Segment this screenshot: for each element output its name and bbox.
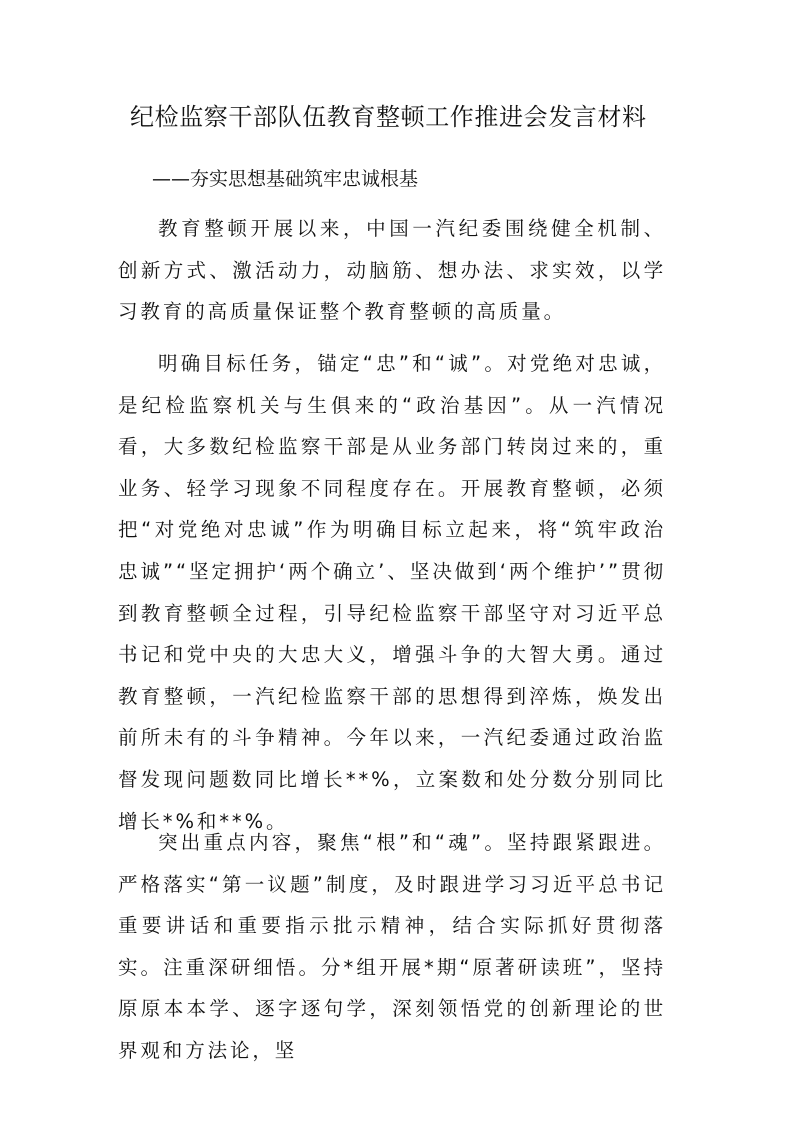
document-title: 纪检监察干部队伍教育整顿工作推进会发言材料 bbox=[130, 103, 647, 131]
paragraph-content-focus: 突出重点内容，聚焦“根”和“魂”。坚持跟紧跟进。严格落实“第一议题”制度，及时跟进学习习近平总书记重要讲话和重要指示批示精神，结合实际抓好贯彻落实。注重深研细悟。分*组开展*期“原著研读班”，坚持原原本本学、逐字逐句学，深刻领悟党的创新理论的世界观和方法论，坚 bbox=[118, 831, 666, 1062]
document-subtitle: ——夯实思想基础筑牢忠诚根基 bbox=[152, 168, 419, 190]
paragraph-goals: 明确目标任务，锚定“忠”和“诚”。对党绝对忠诚，是纪检监察机关与生俱来的“政治基因”。从一汽情况看，大多数纪检监察干部是从业务部门转岗过来的，重业务、轻学习现象不同程度存在。开展教育整顿，必须把“对党绝对忠诚”作为明确目标立起来，将“筑牢政治忠诚”“坚定拥护‘两个确立’、坚决做到‘两个维护’”贯彻到教育整顿全过程，引导纪检监察干部坚守对习近平总书记和党中央的大忠大义，增强斗争的大智大勇。通过教育整顿，一汽纪检监察干部的思想得到淬炼，焕发出前所未有的斗争精神。今年以来，一汽纪委通过政治监督发现问题数同比增长**%，立案数和处分数分别同比增长*%和**%。 bbox=[118, 352, 666, 833]
paragraph-intro: 教育整顿开展以来，中国一汽纪委围绕健全机制、创新方式、激活动力，动脑筋、想办法、求实效，以学习教育的高质量保证整个教育整顿的高质量。 bbox=[118, 217, 666, 324]
